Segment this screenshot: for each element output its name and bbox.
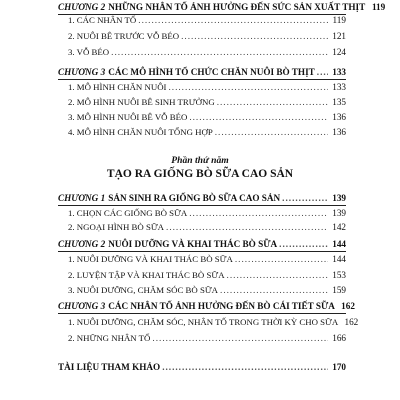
- references-title: TÀI LIỆU THAM KHẢO: [58, 362, 161, 372]
- toc-entry: [68, 14, 346, 27]
- entry-title: 2. NGOẠI HÌNH BÒ SỮA: [68, 222, 165, 232]
- toc-entry: [68, 81, 346, 94]
- dot-leader: [227, 269, 328, 282]
- page-number: 166: [332, 333, 346, 343]
- toc-entry: [68, 96, 346, 109]
- page-number: 133: [332, 67, 346, 77]
- chapter-rule: [58, 79, 346, 80]
- dot-leader: [189, 111, 328, 124]
- toc-chapter: [58, 192, 346, 205]
- toc-references: [58, 361, 346, 374]
- page-number: 121: [332, 31, 346, 41]
- dot-leader: [162, 361, 328, 374]
- chapter-rule: [58, 205, 346, 206]
- page-number: 136: [332, 112, 346, 122]
- dot-leader: [111, 46, 328, 59]
- chapter-label: CHƯƠNG 2: [58, 2, 106, 12]
- toc-chapter: [58, 300, 355, 313]
- toc-chapter: [58, 1, 386, 14]
- page-number: 170: [332, 362, 346, 372]
- toc-entry: [68, 46, 346, 59]
- dot-leader: [282, 192, 328, 205]
- chapter-rule: [58, 251, 346, 252]
- page-number: 119: [371, 2, 386, 12]
- toc-entry: [68, 253, 346, 266]
- entry-title: 4. MÔ HÌNH CHĂN NUÔI TỔNG HỢP: [68, 127, 213, 137]
- dot-leader: [168, 81, 328, 94]
- toc-entry: [68, 332, 346, 345]
- entry-title: 3. MÔ HÌNH NUÔI BÊ VỖ BÉO: [68, 112, 188, 122]
- page-number: 153: [332, 270, 346, 280]
- chapter-title: NHỮNG NHÂN TỐ ẢNH HƯỞNG ĐẾN SỨC SẢN XUẤT THỊT: [108, 2, 366, 12]
- chapter-title: NUÔI DƯỠNG VÀ KHAI THÁC BÒ SỮA: [108, 239, 278, 249]
- page-number: 135: [332, 97, 346, 107]
- page-number: 133: [332, 82, 346, 92]
- entry-title: 1. CÁC NHÂN TỐ: [68, 15, 137, 25]
- page-number: 142: [332, 222, 346, 232]
- entry-title: 1. NUÔI DƯỠNG VÀ KHAI THÁC BÒ SỮA: [68, 254, 233, 264]
- page-number: 162: [344, 317, 359, 327]
- dot-leader: [181, 30, 328, 43]
- entry-title: 2. MÔ HÌNH NUÔI BÊ SINH TRƯỞNG: [68, 97, 215, 107]
- chapter-rule: [58, 313, 346, 314]
- dot-leader: [317, 66, 328, 79]
- chapter-label: CHƯƠNG 3: [58, 67, 106, 77]
- page-number: 124: [332, 47, 346, 57]
- toc-entry: [68, 269, 346, 282]
- dot-leader: [138, 14, 328, 27]
- page-number: 139: [332, 193, 346, 203]
- toc-entry: [68, 30, 346, 43]
- entry-title: 3. NUÔI DƯỠNG, CHĂM SÓC BÒ SỮA: [68, 285, 219, 295]
- entry-title: 2. NHỮNG NHÂN TỐ: [68, 333, 151, 343]
- dot-leader: [215, 126, 328, 139]
- toc-entry: [68, 316, 359, 329]
- dot-leader: [220, 284, 328, 297]
- dot-leader: [217, 96, 328, 109]
- toc-chapter: [58, 238, 346, 251]
- chapter-label: CHƯƠNG 3: [58, 301, 106, 311]
- chapter-label: CHƯƠNG 2: [58, 239, 106, 249]
- toc-entry: [68, 111, 346, 124]
- entry-title: 2. NUÔI BÊ TRƯỚC VỖ BÉO: [68, 31, 180, 41]
- page-number: 159: [332, 285, 346, 295]
- page-number: 119: [332, 15, 346, 25]
- chapter-title: SẢN SINH RA GIỐNG BÒ SỮA CAO SẢN: [108, 193, 281, 203]
- toc-chapter: [58, 66, 346, 79]
- part-subtitle: TẠO RA GIỐNG BÒ SỮA CAO SẢN: [106, 168, 294, 180]
- entry-title: 3. VỖ BÉO: [68, 47, 110, 57]
- page-number: 144: [332, 254, 346, 264]
- dot-leader: [189, 207, 328, 220]
- page-number: 144: [332, 239, 346, 249]
- dot-leader: [166, 221, 328, 234]
- entry-title: 1. MÔ HÌNH CHĂN NUÔI: [68, 82, 167, 92]
- toc-entry: [68, 126, 346, 139]
- toc-entry: [68, 207, 346, 220]
- toc-entry: [68, 284, 346, 297]
- part-title: Phần thứ năm: [171, 155, 229, 166]
- chapter-title: CÁC NHÂN TỐ ẢNH HƯỞNG ĐẾN BÒ CÁI TIẾT SỮA: [108, 301, 335, 311]
- dot-leader: [152, 332, 328, 345]
- entry-title: 1. NUÔI DƯỠNG, CHĂM SÓC, NHÂN TỐ TRONG THỜI KỲ CHO SỮA: [68, 317, 339, 327]
- entry-title: 1. CHỌN CÁC GIỐNG BÒ SỮA: [68, 208, 188, 218]
- page-number: 136: [332, 127, 346, 137]
- chapter-title: CÁC MÔ HÌNH TỔ CHỨC CHĂN NUÔI BÒ THỊT: [108, 67, 315, 77]
- dot-leader: [235, 253, 328, 266]
- toc-entry: [68, 221, 346, 234]
- page-number: 139: [332, 208, 346, 218]
- page-number: 162: [341, 301, 355, 311]
- entry-title: 2. LUYỆN TẬP VÀ KHAI THÁC BÒ SỮA: [68, 270, 225, 280]
- dot-leader: [279, 238, 328, 251]
- chapter-label: CHƯƠNG 1: [58, 193, 106, 203]
